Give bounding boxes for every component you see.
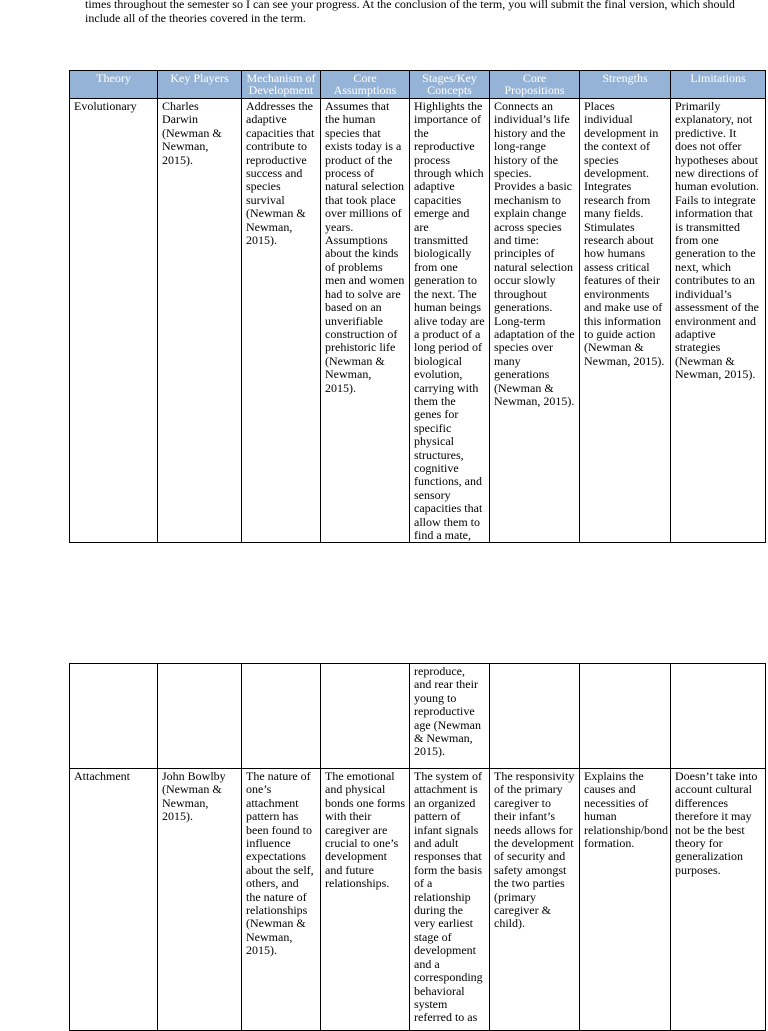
header-core-propositions: Core Propositions bbox=[490, 71, 580, 99]
cell-strengths: Explains the causes and necessities of human relationship/bond formation. bbox=[580, 769, 671, 1031]
cell-key-players: John Bowlby (Newman & Newman, 2015). bbox=[158, 769, 242, 1031]
cell-strengths bbox=[580, 664, 671, 769]
cell-mechanism: Addresses the adaptive capacities that contribute to reproductive success and species survival (Newman & Newman, 2015). bbox=[242, 99, 321, 543]
table-header-row bbox=[70, 71, 766, 99]
table-row-evolutionary bbox=[70, 99, 766, 543]
cell-key-players: Charles Darwin (Newman & Newman, 2015). bbox=[158, 99, 242, 543]
theory-comparison-table-continued bbox=[69, 663, 766, 1031]
cell-mechanism: The nature of one’s attachment pattern has been found to influence expectations about the self, others, and the nature of relationships (Newman & Newman, 2015). bbox=[242, 769, 321, 1031]
header-limitations: Limitations bbox=[671, 71, 766, 99]
cell-key-players bbox=[158, 664, 242, 769]
cell-stages: reproduce, and rear their young to reproductive age (Newman & Newman, 2015). bbox=[410, 664, 490, 769]
cell-core-assumptions: Assumes that the human species that exists today is a product of the process of natural selection that took place over millions of years. Assumptions about the kinds of problems men and women had to solve are based on an unverifiable construction of prehistoric life (Newman & Newman, 2015). bbox=[321, 99, 410, 543]
cell-core-assumptions: The emotional and physical bonds one forms with their caregiver are crucial to one’s development and future relationships. bbox=[321, 769, 410, 1031]
cell-core-propositions: Connects an individual’s life history and the long-range history of the species. Provides a basic mechanism to explain change across species and time: principles of natural selection occur slowly throughout generations. Long-term adaptation of the species over many generations (Newman & Newman, 2015). bbox=[490, 99, 580, 543]
cell-limitations: Doesn’t take into account cultural differences therefore it may not be the best theory for generalization purposes. bbox=[671, 769, 766, 1031]
cell-core-assumptions bbox=[321, 664, 410, 769]
cell-core-propositions: The responsivity of the primary caregiver to their infant’s needs allows for the development of security and safety amongst the two parties (primary caregiver & child). bbox=[490, 769, 580, 1031]
header-key-players: Key Players bbox=[158, 71, 242, 99]
theory-comparison-table bbox=[69, 70, 766, 543]
cell-limitations bbox=[671, 664, 766, 769]
header-theory: Theory bbox=[70, 71, 158, 99]
cell-strengths: Places individual development in the context of species development. Integrates research from many fields. Stimulates research about how humans assess critical features of their environments and make use of this information to guide action (Newman & Newman, 2015). bbox=[580, 99, 671, 543]
cell-stages: The system of attachment is an organized pattern of infant signals and adult responses that form the basis of a relationship during the very earliest stage of development and a corresponding behavioral system referred to as bbox=[410, 769, 490, 1031]
cell-theory: Evolutionary bbox=[70, 99, 158, 543]
table-row-evolutionary-continued bbox=[70, 664, 766, 769]
cell-theory bbox=[70, 664, 158, 769]
cell-stages: Highlights the importance of the reproductive process through which adaptive capacities emerge and are transmitted biologically from one generation to the next. The human beings alive today are a product of a long period of biological evolution, carrying with them the genes for specific physical structures, cognitive functions, and sensory capacities that allow them to find a mate, bbox=[410, 99, 490, 543]
cell-core-propositions bbox=[490, 664, 580, 769]
header-mechanism: Mechanism of Development bbox=[242, 71, 321, 99]
intro-paragraph: times throughout the semester so I can see your progress. At the conclusion of the term, you will submit the final version, which should include all of the theories covered in the term. bbox=[85, 0, 735, 25]
header-core-assumptions: Core Assumptions bbox=[321, 71, 410, 99]
cell-theory: Attachment bbox=[70, 769, 158, 1031]
table-row-attachment bbox=[70, 769, 766, 1031]
header-strengths: Strengths bbox=[580, 71, 671, 99]
cell-mechanism bbox=[242, 664, 321, 769]
header-stages: Stages/Key Concepts bbox=[410, 71, 490, 99]
cell-limitations: Primarily explanatory, not predictive. It does not offer hypotheses about new directions of human evolution. Fails to integrate information that is transmitted from one generation to the next, which contributes to an individual’s assessment of the environment and adaptive strategies (Newman & Newman, 2015). bbox=[671, 99, 766, 543]
